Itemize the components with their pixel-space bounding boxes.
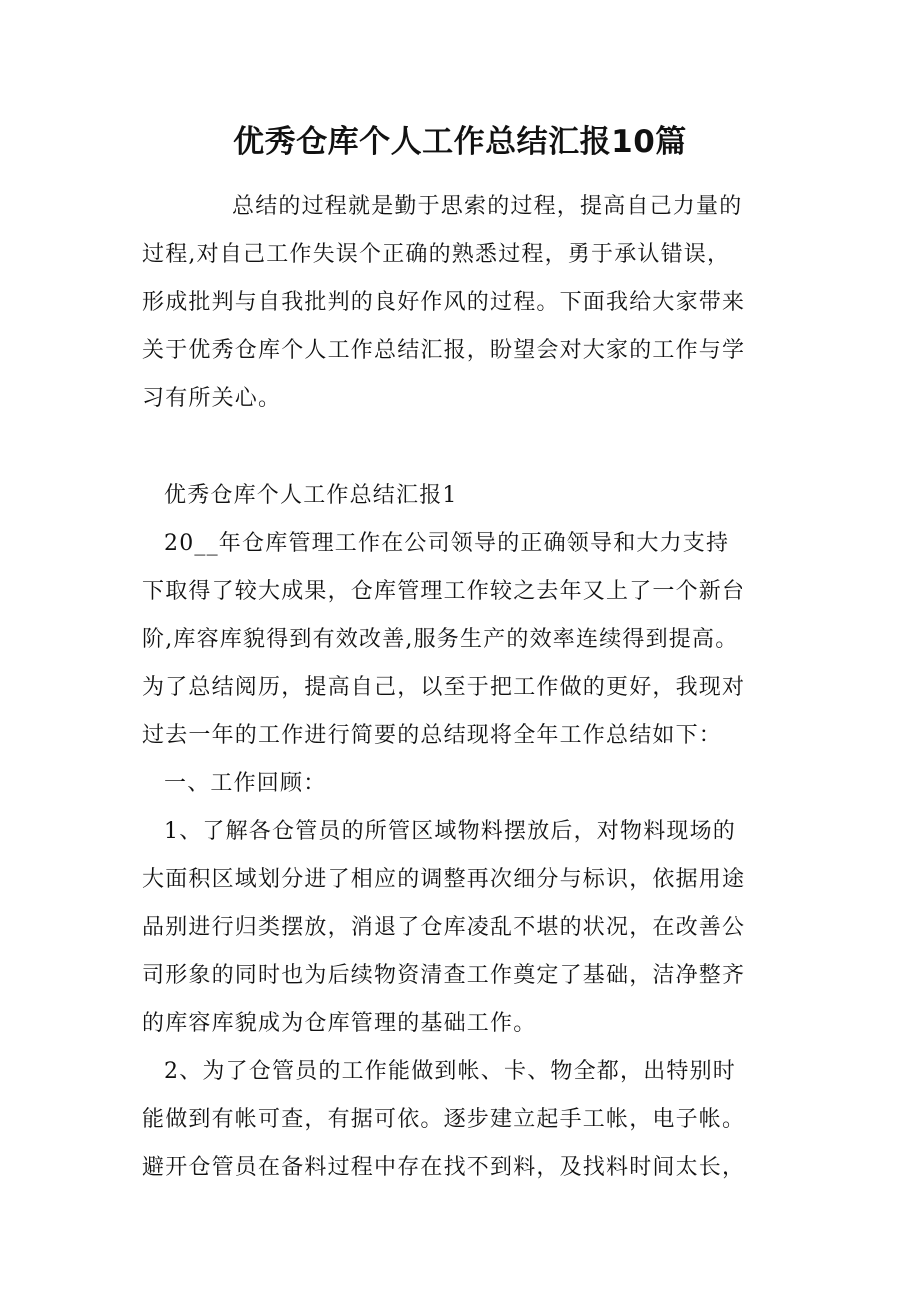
paragraph-line: 避开仓管员在备料过程中存在找不到料，及找料时间太长，: [142, 1155, 746, 1180]
paragraph-line: 下取得了较大成果，仓库管理工作较之去年又上了一个新台: [142, 579, 746, 604]
paragraph-line: 20__年仓库管理工作在公司领导的正确领导和大力支持: [164, 531, 730, 556]
document-title: 优秀仓库个人工作总结汇报10篇: [233, 124, 687, 160]
intro-line-4: 关于优秀仓库个人工作总结汇报，盼望会对大家的工作与学: [142, 338, 746, 363]
intro-line-1: 总结的过程就是勤于思索的过程，提高自己力量的: [232, 194, 743, 219]
subheading-work-review: 一、工作回顾：: [164, 771, 327, 796]
intro-line-2: 过程,对自己工作失误个正确的熟悉过程，勇于承认错误，: [142, 242, 731, 267]
paragraph-line: 司形象的同时也为后续物资清查工作奠定了基础，洁净整齐: [142, 963, 746, 988]
paragraph-line: 大面积区域划分进了相应的调整再次细分与标识，依据用途: [142, 867, 746, 892]
paragraph-line: 的库容库貌成为仓库管理的基础工作。: [142, 1011, 537, 1036]
paragraph-line: 品别进行归类摆放，消退了仓库凌乱不堪的状况，在改善公: [142, 915, 746, 940]
intro-line-3: 形成批判与自我批判的良好作风的过程。下面我给大家带来: [142, 290, 746, 315]
paragraph-line: 能做到有帐可查，有据可依。逐步建立起手工帐，电子帐。: [142, 1107, 746, 1132]
paragraph-line: 1、了解各仓管员的所管区域物料摆放后，对物料现场的: [164, 819, 736, 844]
intro-line-5: 习有所关心。: [142, 386, 282, 411]
paragraph-line: 过去一年的工作进行简要的总结现将全年工作总结如下：: [142, 723, 723, 748]
paragraph-line: 为了总结阅历，提高自己，以至于把工作做的更好，我现对: [142, 675, 746, 700]
paragraph-line: 2、为了仓管员的工作能做到帐、卡、物全都，出特别时: [164, 1059, 736, 1084]
section-heading: 优秀仓库个人工作总结汇报1: [164, 483, 458, 508]
paragraph-line: 阶,库容库貌得到有效改善,服务生产的效率连续得到提高。: [142, 627, 739, 652]
